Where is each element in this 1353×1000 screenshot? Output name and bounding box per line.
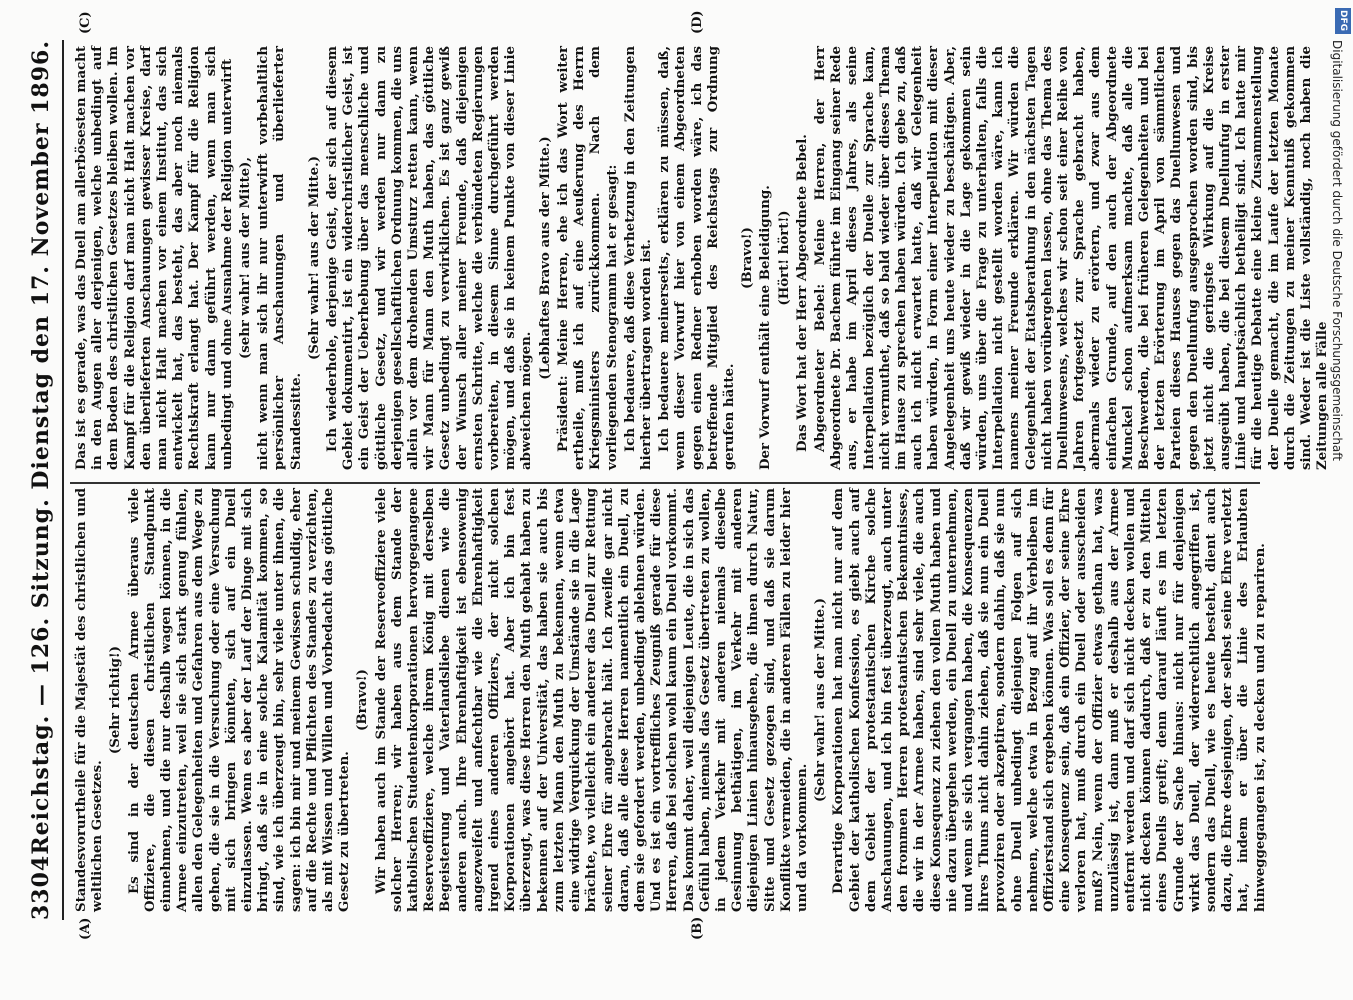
column-divider	[70, 482, 1260, 484]
paragraph: (Lebhaftes Bravo aus der Mitte.)	[537, 136, 553, 380]
paragraph: Ich bedauere meinerseits, erklären zu müssen, daß, wenn dieser Vorwurf hier von einem Abgeordneten gegen einen Redner erhoben worden wäre, ich das betreffende Mitglied des Reichstags zur Ordnung gerufen hätte.	[657, 46, 737, 470]
page-number: 3304	[28, 854, 54, 920]
paragraph: Der Vorwurf enthält eine Beleidigung.	[758, 185, 774, 470]
paragraph: Wir haben auch im Stande der Reserveoffiziere viele solcher Herren; wir haben aus dem Stande der katholischen Studentenkorporationen hervorgegangene Reserveoffiziere, welche ihrem König mit derselben Begeisterung und Vaterlandsliebe dienen wie die anderen auch. Ihre Ehrenhaftigkeit ist ebensowenig angezweifelt und anfechtbar wie die Ehrenhaftigkeit irgend eines anderen Offiziers, der nicht solchen Korporationen angehört hat. Aber ich bin fest überzeugt, was diese Herren den Muth gehabt haben zu bekennen auf der Universität, das haben sie auch bis zum letzten Mann den Muth zu bekennen, wenn etwa eine widrige Verquickung der Umstände sie in die Lage brächte, wo vielleicht ein anderer das Duell zur Rettung seiner Ehre für angebracht hält. Ich zweifle gar nicht daran, daß alle diese Herren namentlich ein Duell, zu dem sie gefordert werden, unbedingt ablehnen würden. Und es ist ein vortreffliches Zeugniß gerade für diese Herren, daß bei solchen wohl kaum ein Duell vorkommt. Das kommt daher, weil diejenigen Leute, die in sich das Gefühl haben, niemals das Gesetz übertreten zu wollen, in jedem Verkehr mit anderen niemals dieselbe Gesinnung bethätigen, im Verkehr mit anderen diejenigen Linien hinausgehen, die ihnen durch Natur, Sitte und Gesetz gezogen sind, und daß sie darum Konflikte vermeiden, die in anderen Fällen zu leider hier und da vorkommen.	[373, 488, 810, 912]
paragraph: Derartige Korporationen hat man nicht nur auf dem Gebiet der katholischen Konfession, es giebt auch auf dem Gebiet der protestantischen Kirche solche Anschauungen, und ich bin fest überzeugt, auch unter den frommen Herren protestantischen Bekenntnisses, die wir in der Armee haben, sind sehr viele, die auch diese Konsequenz zu ziehen den vollen Muth haben und nie dazu übergehen werden, ein Duell zu unternehmen, und wenn sie sich vergangen haben, die Konsequenzen ihres Thuns nicht dahin ziehen, daß sie nun ein Duell provoziren oder akzeptiren, sondern dahin, daß sie nun ohne Duell unbedingt diejenigen Folgen auf sich nehmen, welche etwa in Bezug auf ihr Verbleiben im Offizierstand sich ergeben können. Was soll es denn für eine Konsequenz sein, daß ein Offizier, der seine Ehre verloren hat, muß durch ein Duell oder ausscheiden muß? Nein, wenn der Offizier etwas gethan hat, was unzulässig ist, dann muß er deshalb aus der Armee entfernt werden und darf sich nicht decken wollen und nicht decken können dadurch, daß er zu den Mitteln eines Duells greift; denn darauf läuft es im letzten Grunde der Sache hinaus: nicht nur für denjenigen wirkt das Duell, der widerrechtlich angegriffen ist, sondern das Duell, wie es heute besteht, dient auch dazu, die Ehre desjenigen, der selbst seine Ehre verletzt hat, indem er über die Linie des Erlaubten hinweggegangen ist, zu decken und zu repariren.	[831, 488, 1268, 912]
paragraph: Das Wort hat der Herr Abgeordnete Bebel.	[794, 134, 810, 452]
paragraph: Standesvorurtheile für die Majestät des christlichen und weltlichen Gesetzes.	[74, 488, 106, 912]
page-header	[20, 40, 64, 920]
dfg-logo: DFG	[1335, 8, 1351, 34]
page-title: Reichstag. — 126. Sitzung. Dienstag den 17. November 1896.	[28, 40, 54, 855]
section-marker-a: (A)	[78, 917, 93, 940]
section-marker-b: (B)	[690, 916, 705, 940]
section-marker-c: (C)	[78, 11, 93, 34]
paragraph: nicht wenn man sich ihr nur unterwirft vorbehaltlich persönlicher Anschauungen und überlieferter Standessitte.	[256, 46, 304, 470]
paragraph: (Hört! hört!)	[776, 210, 792, 306]
digitization-credit: Digitalisierung gefördert durch die Deutsche Forschungsgemeinschaft	[1330, 40, 1344, 462]
left-column	[74, 488, 1271, 912]
paragraph: Ich wiederhole, derjenige Geist, der sich auf diesem Gebiet dokumentirt, ist ein widerchristlicher Geist, ist ein Geist der Ueberhebung über das menschliche und göttliche Gesetz, und wir werden nur dann zu derjenigen gesellschaftlichen Ordnung kommen, die uns allein vor dem drohenden Umsturz retten kann, wenn wir Mann für Mann den Muth haben, das göttliche Gesetz unbedingt zu verwirklichen. Es ist ganz gewiß der Wunsch aller meiner Freunde, daß diejenigen ernsten Schritte, welche die verbündeten Regierungen vorbereiten, in diesem Sinne durchgeführt werden mögen, und daß sie in keinem Punkte von dieser Linie abweichen mögen.	[325, 46, 535, 470]
paragraph: (Sehr wahr! aus der Mitte.)	[306, 155, 322, 361]
paragraph: Das ist es gerade, was das Duell am allerbösesten macht in den Augen aller derjenigen, welche unbedingt auf dem Boden des christlichen Gesetzes bleiben wollen. Im Kampf für die Religion darf man nicht Halt machen vor den überlieferten Anschauungen gewisser Kreise, darf man nicht Halt machen vor einem Institut, das sich entwickelt hat, das besteht, das aber noch niemals Rechtskraft erlangt hat. Der Kampf für die Religion kann nur dann geführt werden, wenn man sich unbedingt und ohne Ausnahme der Religion unterwirft	[74, 46, 235, 470]
paragraph: (sehr wahr! aus der Mitte),	[238, 157, 254, 359]
paragraph: (Bravo!)	[355, 669, 371, 731]
paragraph: Präsident: Meine Herren, ehe ich das Wort weiter ertheile, muß ich auf eine Aeußerung des Herrn Kriegsministers zurückkommen. Nach dem vorliegenden Stenogramm hat er gesagt:	[555, 46, 620, 470]
section-marker-d: (D)	[690, 10, 705, 34]
paragraph: (Bravo!)	[740, 227, 756, 289]
paragraph: Abgeordneter Bebel: Meine Herren, der Herr Abgeordnete Dr. Bachem führte im Eingang seiner Rede aus, er habe im April dieses Jahres, als seine Interpellation bezüglich der Duelle zur Sprache kam, nicht vermuthet, daß so bald wieder über dieses Thema im Hause zu sprechen haben würden. Ich gebe zu, daß auch ich nicht erwartet hatte, daß wir Gelegenheit haben würden, in Form einer Interpellation mit dieser Angelegenheit uns heute wieder zu beschäftigen. Aber, daß wir gewiß wieder in die Lage gekommen sein würden, uns über die Frage zu unterhalten, falls die Interpellation nicht gestellt worden wäre, kann ich namens meiner Freunde erklären. Wir würden die Gelegenheit der Etatsberathung in den nächsten Tagen nicht haben vorübergehen lassen, ohne das Thema des Duellunwesens, welches wir schon seit einer Reihe von Jahren fortgesetzt zur Sprache gebracht haben, abermals wieder zu erörtern, und zwar aus dem einfachen Grunde, auf den auch der Abgeordnete Munckel schon aufmerksam machte, daß alle die Beschwerden, die bei früheren Gelegenheiten und bei der letzten Erörterung im April von sämmtlichen Parteien dieses Hauses gegen das Duellunwesen und gegen den Duellunfug ausgesprochen worden sind, bis jetzt nicht die geringste Wirkung auf die Kreise ausgeübt haben, die bei diesem Duellunfug in erster Linie und hauptsächlich betheiligt sind. Ich hatte mir für die heutige Debatte eine kleine Zusammenstellung der Duelle gemacht, die im Laufe der letzten Monate durch die Zeitungen zu meiner Kenntniß gekommen sind. Weder ist die Liste vollständig, noch haben die Zeitungen alle Fälle	[812, 46, 1331, 470]
paragraph: (Sehr richtig!)	[108, 645, 124, 755]
paragraph: Es sind in der deutschen Armee überaus viele Offiziere, die diesen christlichen Standpunkt einnehmen, und die nur deshalb wagen können, in die Armee einzutreten, weil sie sich stark genug fühlen, allen den Gelegenheiten und Gefahren aus dem Wege zu gehen, die sie in die Versuchung oder eine Versuchung mit sich bringen könnten, sich auf ein Duell einzulassen. Wenn es aber der Lauf der Dinge mit sich bringt, daß sie in eine solche Kalamität kommen, so sind, wie ich überzeugt bin, sehr viele unter ihnen, die sagen: ich bin mir und meinem Gewissen schuldig, eher auf die Rechte und Pflichten des Standes zu verzichten, als mit Wissen und Willen und Vorbedacht das göttliche Gesetz zu übertreten.	[126, 488, 353, 912]
paragraph: Ich bedauere, daß diese Verhetzung in den Zeitungen hierher übertragen worden ist.	[622, 46, 654, 470]
paragraph: (Sehr wahr! aus der Mitte.)	[813, 597, 829, 803]
right-column	[74, 46, 1333, 470]
